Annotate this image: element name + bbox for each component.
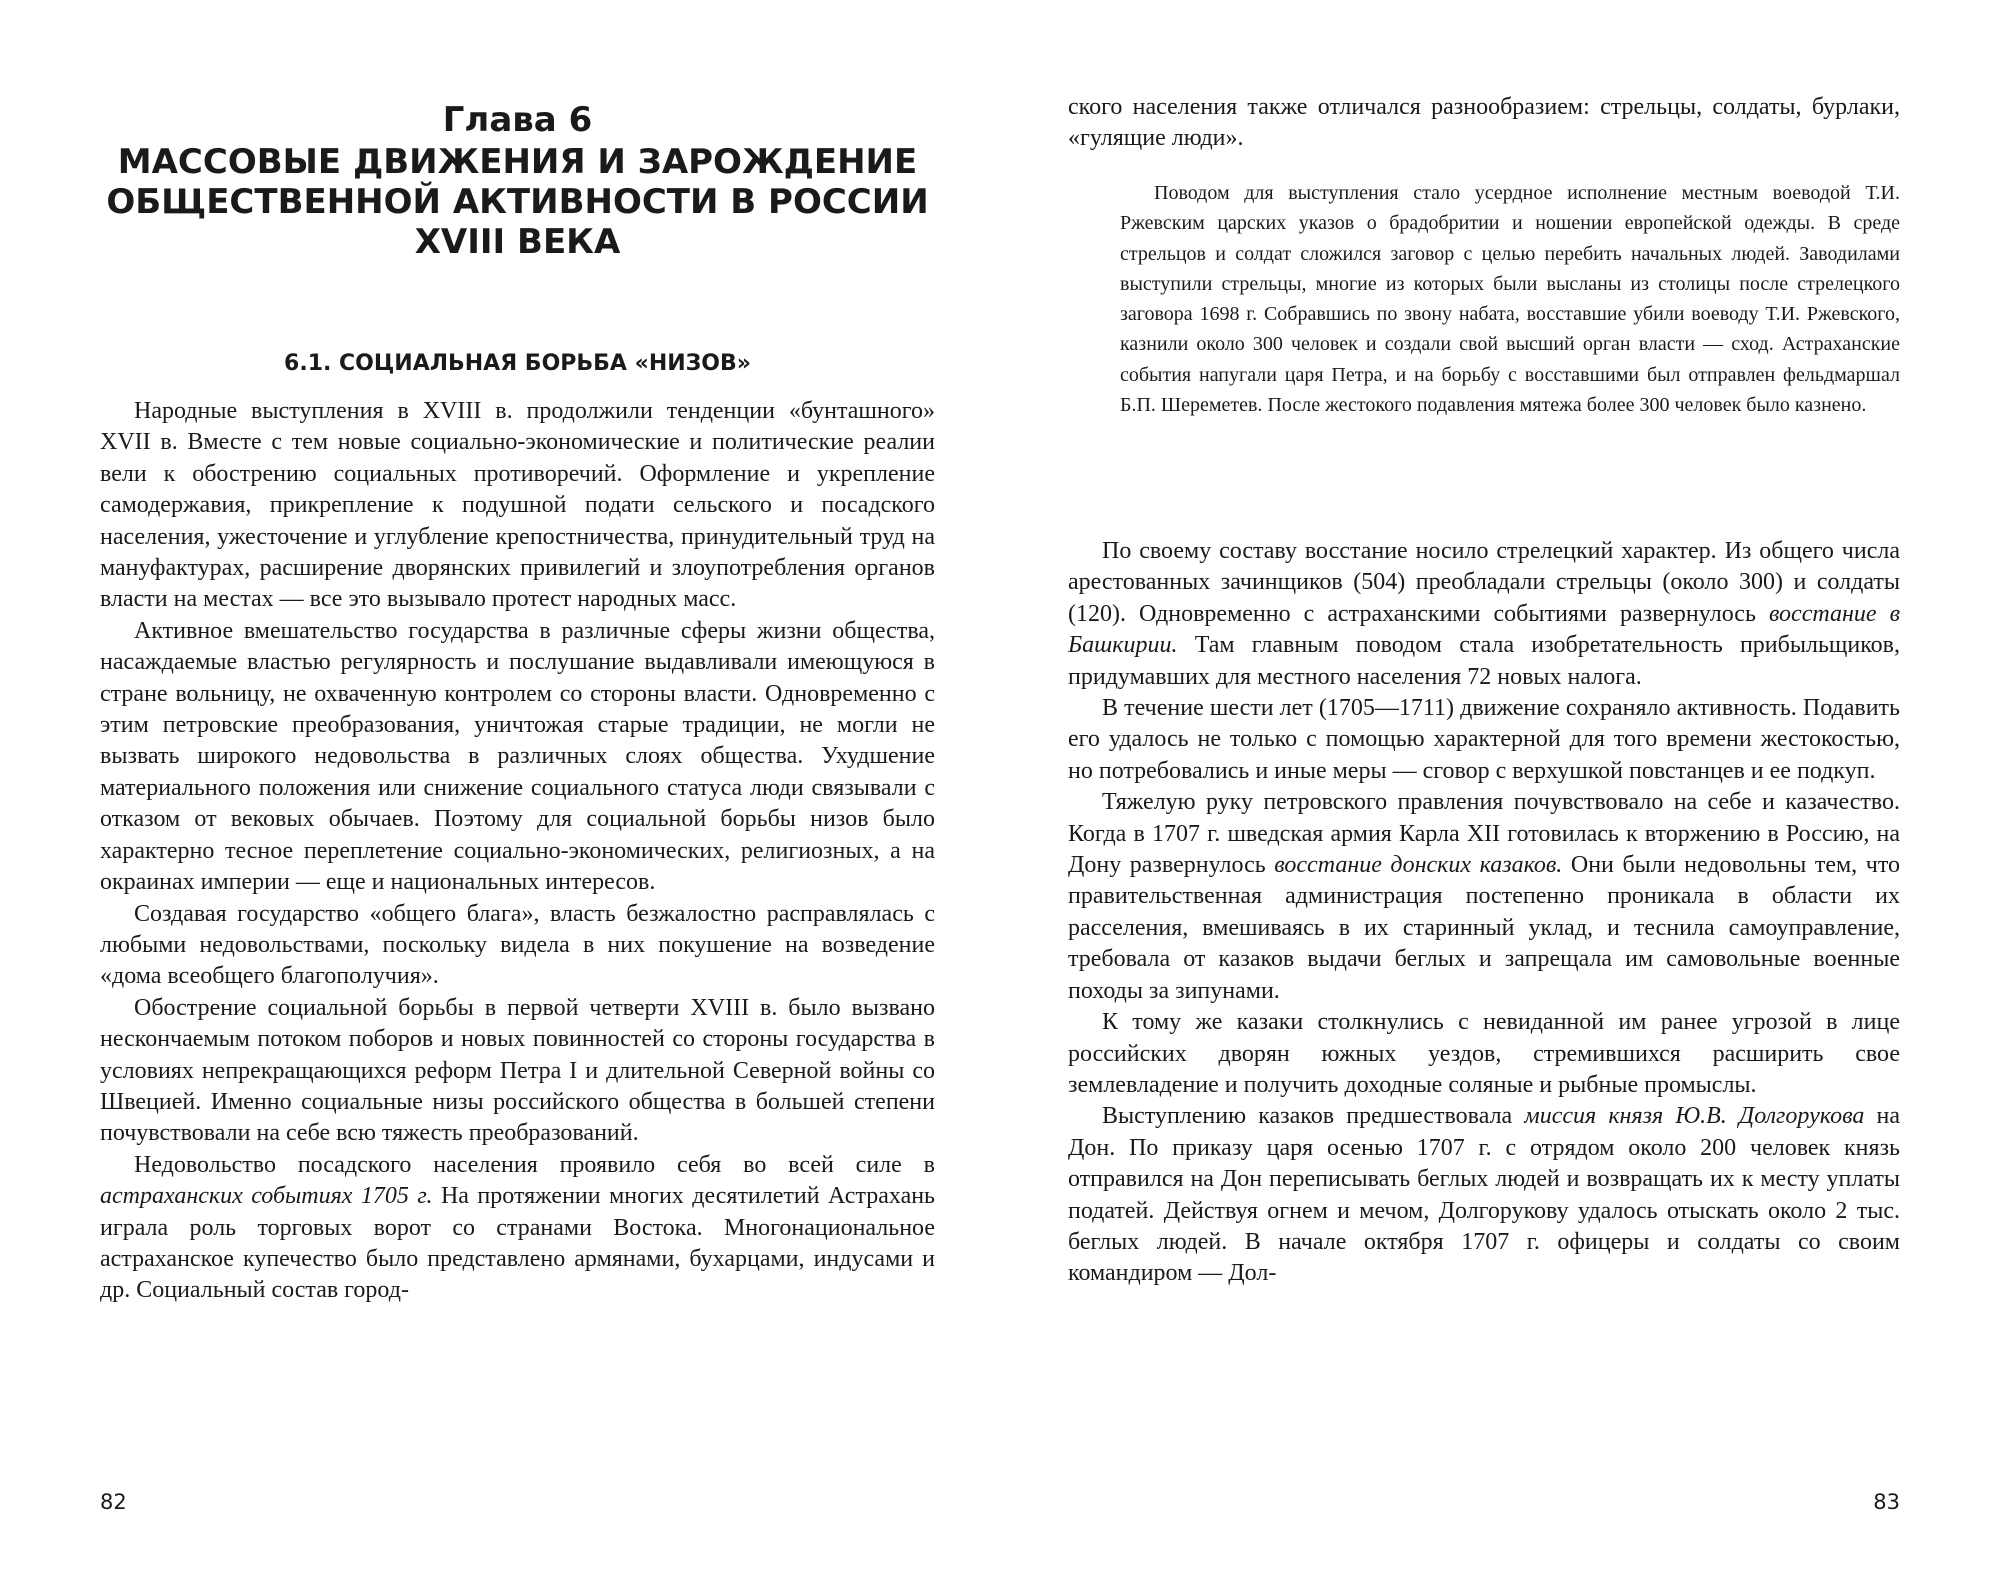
page-number: 82 xyxy=(100,1490,127,1514)
paragraph: Активное вмешательство государства в различные сферы жизни общества, насаждаемые властью регулярность и послушание выдавливали имеющуюся в стране вольницу, не охваченную контролем со стороны власти. Одновременно с этим петровские преобразования, уничтожая старые традиции, не могли не вызвать широкого недовольства в различных слоях общества. Ухудшение материального положения или снижение социального статуса люди связывали с отказом от вековых обычаев. Поэтому для социальной борьбы низов было характерно тесное переплетение социально-экономических, религиозных, а на окраинах империи — еще и национальных интересов. xyxy=(100,617,935,896)
paragraph xyxy=(1068,787,1900,1007)
emphasis-term: астраханских событиях 1705 г. xyxy=(100,1183,433,1210)
paragraph: Обострение социальной борьбы в первой четверти XVIII в. было вызвано нескончаемым потоком поборов и новых повинностей со стороны государства в условиях непрекращающихся реформ Петра I и длительной Северной войны со Швецией. Именно социальные низы российского общества в большей степени почувствовали на себе всю тяжесть преобразований. xyxy=(100,994,935,1147)
paragraph xyxy=(100,1150,935,1307)
text-run: По своему составу восстание носило стрелецкий характер. Из общего числа арестованных зачинщиков (504) преобладали стрельцы (около 300) и солдаты (120). Одновременно с астраханскими событиями развернулось xyxy=(1068,538,1900,627)
chapter-label: Глава 6 xyxy=(442,100,593,140)
sidebar-paragraph: Поводом для выступления стало усердное исполнение местным воеводой Т.И. Ржевским царских указов о брадобритии и ношении европейской одежды. В среде стрельцов и солдат сложился заговор с целью перебить начальных людей. Заводилами выступили стрельцы, многие из которых были высланы из столицы после стрелецкого заговора 1698 г. Собравшись по звону набата, восставшие убили воеводу Т.И. Ржевского, казнили около 300 человек и создали свой высший орган власти — сход. Астраханские события напугали царя Петра, и на борьбу с восставшими был отправлен фельдмаршал Б.П. Шереметев. После жестокого подавления мятежа более 300 человек было казнено. xyxy=(1120,182,1900,417)
paragraph: ского населения также отличался разнообразием: стрельцы, солдаты, бурлаки, «гулящие люди». xyxy=(1068,94,1900,152)
paragraph: В течение шести лет (1705—1711) движение сохраняло активность. Подавить его удалось не только с помощью характерной для того времени жестокостью, но потребовались и иные меры — сговор с верхушкой повстанцев и ее подкуп. xyxy=(1068,695,1900,784)
text-run: Выступлению казаков предшествовала xyxy=(1102,1103,1525,1130)
section-title: 6.1. СОЦИАЛЬНАЯ БОРЬБА «НИЗОВ» xyxy=(284,351,751,376)
continuation-text xyxy=(1068,92,1900,155)
paragraph: Народные выступления в XVIII в. продолжили тенденции «бунташного» XVII в. Вместе с тем новые социально-экономические и политические реалии вели к обострению социальных противоречий. Оформление и укрепление самодержавия, прикрепление к подушной подати сельского и посадского населения, ужесточение и углубление крепостничества, принудительный труд на мануфактурах, расширение дворянских привилегий и злоупотребления органов власти на местах — все это вызывало протест народных масс. xyxy=(100,398,935,613)
right-body-text xyxy=(1068,536,1900,1290)
text-run: Недовольство посадского населения проявило себя во всей силе в xyxy=(134,1151,935,1178)
paragraph: К тому же казаки столкнулись с невиданной им ранее угрозой в лице российских дворян южных уездов, стремившихся расширить свое землевладение и получить доходные соляные и рыбные промыслы. xyxy=(1068,1009,1900,1098)
chapter-title: МАССОВЫЕ ДВИЖЕНИЯ И ЗАРОЖДЕНИЕ ОБЩЕСТВЕННОЙ АКТИВНОСТИ В РОССИИ XVIII ВЕКА xyxy=(106,142,929,262)
text-run: на Дон. По приказу царя осенью 1707 г. с отрядом около 200 человек князь отправился на Дон переписывать беглых людей и возвращать их к месту уплаты податей. Действуя огнем и мечом, Долгорукову удалось отыскать около 2 тыс. беглых людей. В начале октября 1707 г. офицеры и солдаты со своим командиром — Дол- xyxy=(1068,1103,1901,1287)
left-body-text xyxy=(100,396,935,1307)
text-run: Там главным поводом стала изобретательность прибыльщиков, придумавших для местного населения 72 новых налога. xyxy=(1068,632,1900,690)
sidebar-note xyxy=(1120,178,1900,420)
text-run: На протяжении многих десятилетий Астрахань играла роль торговых ворот со странами Востока. Многонациональное астраханское купечество было представлено армянами, бухарцами, индусами и др. Социальный состав город- xyxy=(100,1183,936,1304)
page-number: 83 xyxy=(1873,1490,1900,1514)
paragraph: Создавая государство «общего блага», власть безжалостно расправлялась с любыми недовольствами, поскольку видела в них покушение на возведение «дома всеобщего благополучия». xyxy=(100,900,935,990)
emphasis-term: восстание донских казаков. xyxy=(1274,852,1563,879)
emphasis-term: восстание в Башкирии. xyxy=(1068,600,1900,659)
emphasis-term: миссия князя Ю.В. Долгорукова xyxy=(1524,1103,1865,1130)
text-run: Они были недовольны тем, что правительственная администрация постепенно проникала в области их расселения, вмешиваясь в их старинный уклад, и теснила самоуправление, требовала от казаков выдачи беглых и запрещала им самовольные военные походы за зипунами. xyxy=(1068,852,1900,1004)
paragraph xyxy=(1068,536,1900,693)
text-run: Тяжелую руку петровского правления почувствовало на себе и казачество. Когда в 1707 г. шведская армия Карла XII готовилась к вторжению в Россию, на Дону развернулось xyxy=(1068,789,1900,879)
paragraph xyxy=(1068,1101,1900,1289)
